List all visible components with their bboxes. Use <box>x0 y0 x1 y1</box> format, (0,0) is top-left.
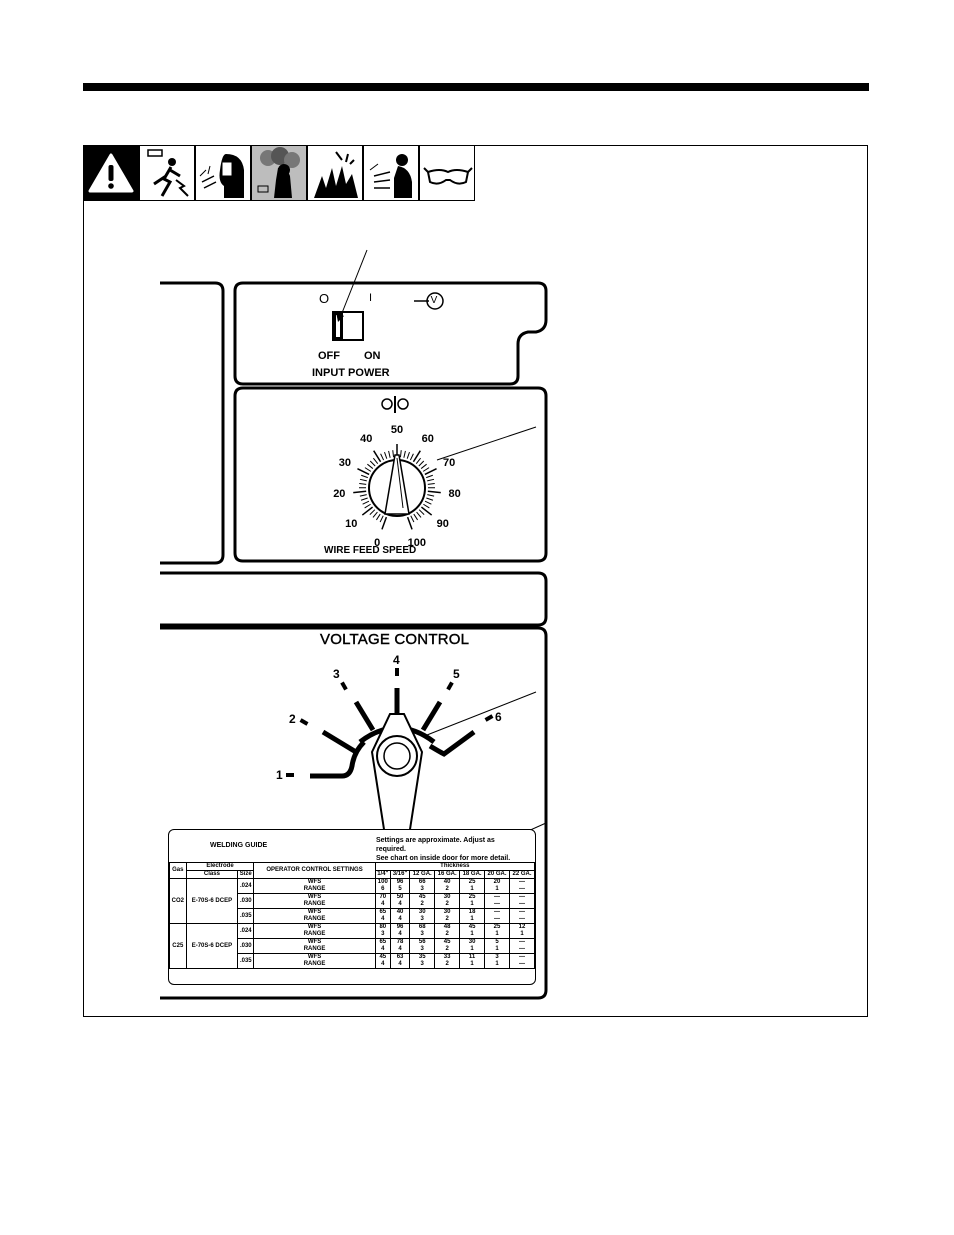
size-header: Size <box>238 871 254 879</box>
setting-cell <box>390 909 409 924</box>
welding-guide-note-line: Settings are approximate. Adjust as required. <box>376 837 495 853</box>
wire-feed-tick <box>417 512 421 517</box>
setting-cell <box>435 954 460 969</box>
range-value: 1 <box>470 931 474 937</box>
wire-feed-tick <box>370 510 375 515</box>
wfs-value: 80 <box>379 924 387 930</box>
setting-cell <box>375 939 390 954</box>
setting-cell <box>460 924 485 939</box>
wfs-value: 11 <box>468 954 476 960</box>
wire-feed-tick <box>428 484 435 485</box>
wfs-value: 40 <box>396 909 404 915</box>
wfs-value: — <box>494 894 501 900</box>
range-value: 2 <box>445 886 449 892</box>
range-label: RANGE <box>303 946 326 952</box>
size-cell: .024 <box>238 879 254 894</box>
wire-feed-tick <box>376 514 380 520</box>
wire-feed-tick <box>367 464 372 468</box>
range-value: 6 <box>381 886 385 892</box>
wfs-label: WFS <box>307 894 322 900</box>
wire-feed-tick <box>427 479 434 481</box>
wire-feed-tick <box>425 501 431 504</box>
welding-guide-note <box>376 836 526 863</box>
wfs-value: 30 <box>443 894 451 900</box>
range-value: 1 <box>495 931 499 937</box>
range-value: 2 <box>445 946 449 952</box>
size-cell: .035 <box>238 954 254 969</box>
wire-feed-tick <box>407 452 409 459</box>
wfs-value: 30 <box>468 939 476 945</box>
setting-cell <box>485 954 510 969</box>
gas-cell: C25 <box>170 924 187 969</box>
range-value: 2 <box>445 961 449 967</box>
setting-cell <box>485 939 510 954</box>
wire-feed-tick <box>359 484 366 485</box>
range-value: 3 <box>420 961 424 967</box>
range-value: 4 <box>381 946 385 952</box>
welding-guide-title: WELDING GUIDE <box>210 842 268 849</box>
wfs-value: 30 <box>418 909 426 915</box>
input-power-caption: INPUT POWER <box>312 367 390 379</box>
range-value: 3 <box>420 886 424 892</box>
range-value: — <box>518 886 525 892</box>
voltage-position-label: 2 <box>289 712 296 726</box>
setting-cell <box>410 909 435 924</box>
setting-label-cell <box>254 909 375 924</box>
wire-feed-tick <box>393 450 394 457</box>
wfs-value: 45 <box>468 924 476 930</box>
wire-feed-tick <box>353 491 366 492</box>
setting-cell <box>375 879 390 894</box>
gas-header: Gas <box>170 863 187 879</box>
setting-cell <box>410 939 435 954</box>
range-value: 1 <box>495 946 499 952</box>
wire-feed-tick <box>365 468 371 472</box>
wire-feed-tick <box>370 461 375 466</box>
wfs-value: — <box>518 894 525 900</box>
range-value: 4 <box>381 916 385 922</box>
wire-feed-tick <box>385 452 387 459</box>
wire-feed-scale-label: 30 <box>338 456 351 469</box>
wfs-label: WFS <box>307 924 322 930</box>
range-value: 3 <box>381 931 385 937</box>
wire-feed-tick <box>411 516 414 522</box>
setting-cell <box>509 924 534 939</box>
wire-feed-tick <box>416 458 420 463</box>
wfs-value: — <box>518 879 525 885</box>
wire-feed-tick <box>361 475 368 477</box>
wire-feed-tick <box>421 464 426 468</box>
setting-cell <box>375 894 390 909</box>
range-value: 4 <box>398 916 402 922</box>
wfs-value: 78 <box>396 939 404 945</box>
wire-feed-tick <box>404 451 406 458</box>
wfs-value: 25 <box>493 924 501 930</box>
setting-label-cell <box>254 879 375 894</box>
range-value: 1 <box>470 961 474 967</box>
thickness-col-header: 1/4" <box>377 871 389 877</box>
setting-cell <box>460 954 485 969</box>
wire-feed-tick <box>423 504 429 508</box>
size-cell: .024 <box>238 924 254 939</box>
wire-feed-tick <box>419 461 424 466</box>
wfs-value: — <box>518 954 525 960</box>
wfs-value: 66 <box>418 879 426 885</box>
setting-cell <box>410 879 435 894</box>
thickness-col-header: 16 GA. <box>435 871 460 879</box>
range-value: 5 <box>398 886 402 892</box>
wire-feed-tick <box>419 510 424 515</box>
thickness-col-header: 12 GA. <box>410 871 435 879</box>
range-value: — <box>518 901 525 907</box>
electrode-header: Electrode <box>186 863 254 871</box>
wfs-value: 45 <box>379 954 387 960</box>
wire-feed-tick <box>373 458 377 463</box>
wfs-value: 70 <box>379 894 387 900</box>
range-value: 2 <box>420 901 424 907</box>
wire-feed-scale-label: 10 <box>345 517 358 530</box>
class-header: Class <box>186 871 238 879</box>
range-value: 1 <box>520 931 524 937</box>
range-label: RANGE <box>303 901 326 907</box>
wire-feed-tick <box>389 451 391 458</box>
wire-feed-speed-caption: WIRE FEED SPEED <box>324 545 417 556</box>
setting-label-cell <box>254 939 375 954</box>
table-row <box>170 879 535 894</box>
off-label: OFF <box>318 350 340 362</box>
wfs-value: 63 <box>396 954 404 960</box>
setting-cell <box>375 924 390 939</box>
wfs-value: 96 <box>396 924 404 930</box>
range-value: 3 <box>420 946 424 952</box>
welding-guide-table <box>169 862 535 969</box>
wfs-label: WFS <box>307 879 322 885</box>
setting-cell <box>390 954 409 969</box>
wire-feed-tick <box>427 495 434 497</box>
wire-feed-tick <box>414 514 418 520</box>
wire-feed-scale-label: 80 <box>448 488 461 501</box>
wfs-value: 18 <box>468 909 476 915</box>
wire-feed-scale-label: 90 <box>436 517 449 530</box>
wire-feed-tick <box>382 517 386 529</box>
wfs-value: 25 <box>468 894 476 900</box>
wire-feed-tick <box>426 475 433 477</box>
thickness-header: Thickness <box>375 863 534 871</box>
wfs-value: 45 <box>418 894 426 900</box>
on-symbol: I <box>369 292 373 304</box>
wfs-value: 48 <box>443 924 451 930</box>
setting-cell <box>435 939 460 954</box>
range-value: 1 <box>470 886 474 892</box>
setting-cell <box>460 879 485 894</box>
setting-cell <box>509 894 534 909</box>
range-value: 2 <box>445 916 449 922</box>
wfs-label: WFS <box>307 909 322 915</box>
wire-feed-scale-label: 70 <box>443 456 456 469</box>
wire-feed-tick <box>360 479 367 481</box>
wire-feed-tick <box>410 454 413 460</box>
range-value: 2 <box>445 931 449 937</box>
range-value: 4 <box>398 961 402 967</box>
welding-guide-note-line: See chart on inside door for more detail. <box>376 855 511 862</box>
wfs-value: 50 <box>396 894 404 900</box>
wfs-value: 40 <box>443 879 451 885</box>
range-label: RANGE <box>303 961 326 967</box>
table-row <box>170 863 535 871</box>
wfs-value: 100 <box>377 879 388 885</box>
size-cell: .030 <box>238 894 254 909</box>
voltage-position-label: 5 <box>453 667 460 681</box>
wfs-value: 65 <box>379 909 387 915</box>
wfs-value: — <box>494 909 501 915</box>
wire-feed-tick <box>363 501 369 504</box>
setting-cell <box>460 894 485 909</box>
setting-cell <box>390 879 409 894</box>
range-label: RANGE <box>303 931 326 937</box>
range-value: 4 <box>398 931 402 937</box>
setting-cell <box>509 879 534 894</box>
wfs-value: 35 <box>418 954 426 960</box>
setting-cell <box>410 954 435 969</box>
operator-header: OPERATOR CONTROL SETTINGS <box>254 863 375 879</box>
on-label: ON <box>364 350 381 362</box>
range-value: 1 <box>495 961 499 967</box>
wire-feed-scale-label: 50 <box>390 424 404 436</box>
range-value: 4 <box>398 901 402 907</box>
wire-feed-tick <box>428 491 441 492</box>
wire-feed-tick <box>381 454 384 460</box>
setting-cell <box>509 939 534 954</box>
wfs-value: 68 <box>418 924 426 930</box>
setting-cell <box>410 924 435 939</box>
setting-cell <box>410 894 435 909</box>
range-value: 1 <box>470 901 474 907</box>
wfs-value: 20 <box>493 879 501 885</box>
wire-feed-tick <box>423 468 429 472</box>
setting-cell <box>485 879 510 894</box>
range-value: — <box>518 946 525 952</box>
wire-feed-scale-label: 60 <box>421 432 434 445</box>
off-symbol: O <box>319 291 330 306</box>
setting-cell <box>485 894 510 909</box>
wfs-label: WFS <box>307 954 322 960</box>
range-label: RANGE <box>303 916 326 922</box>
range-value: 1 <box>495 886 499 892</box>
range-value: 3 <box>420 931 424 937</box>
setting-label-cell <box>254 894 375 909</box>
wfs-value: 25 <box>468 879 476 885</box>
setting-cell <box>485 909 510 924</box>
setting-cell <box>435 909 460 924</box>
wfs-value: — <box>518 909 525 915</box>
voltage-position-label: 3 <box>333 667 340 681</box>
wfs-label: WFS <box>307 939 322 945</box>
range-value: 2 <box>445 901 449 907</box>
wire-feed-tick <box>408 517 412 529</box>
setting-cell <box>509 909 534 924</box>
wfs-value: — <box>518 939 525 945</box>
range-value: 1 <box>470 946 474 952</box>
setting-cell <box>460 909 485 924</box>
voltage-position-label: 1 <box>276 768 283 782</box>
setting-cell <box>509 954 534 969</box>
range-value: 1 <box>470 916 474 922</box>
range-value: 3 <box>420 916 424 922</box>
table-row <box>170 924 535 939</box>
range-value: — <box>518 961 525 967</box>
wire-feed-tick <box>380 516 383 522</box>
thickness-col-header: 18 GA. <box>460 871 485 879</box>
range-value: — <box>494 916 501 922</box>
wire-feed-tick <box>361 498 368 500</box>
range-value: 4 <box>381 961 385 967</box>
wfs-value: 65 <box>379 939 387 945</box>
thickness-col-header: 3/16" <box>390 871 409 879</box>
thickness-col-header: 22 GA. <box>509 871 534 879</box>
setting-cell <box>390 894 409 909</box>
setting-cell <box>435 924 460 939</box>
wfs-value: 45 <box>443 939 451 945</box>
wire-feed-tick <box>426 498 433 500</box>
voltage-position-label: 4 <box>393 653 400 667</box>
range-value: — <box>518 916 525 922</box>
setting-label-cell <box>254 954 375 969</box>
wire-feed-tick <box>360 495 367 497</box>
setting-cell <box>435 879 460 894</box>
setting-cell <box>375 954 390 969</box>
setting-cell <box>390 924 409 939</box>
wire-feed-scale-label: 0 <box>374 536 381 549</box>
voltage-control-caption: VOLTAGE CONTROL <box>320 631 470 648</box>
voltage-position-label: 6 <box>495 710 502 724</box>
size-cell: .030 <box>238 939 254 954</box>
wire-feed-tick <box>365 504 371 508</box>
range-value: 4 <box>381 901 385 907</box>
wfs-value: 12 <box>518 924 526 930</box>
setting-cell <box>390 939 409 954</box>
wfs-value: 5 <box>495 939 499 945</box>
thickness-col-header: 20 GA. <box>485 871 510 879</box>
wfs-value: 33 <box>443 954 451 960</box>
class-cell: E-70S-6 DCEP <box>186 924 238 969</box>
voltmeter-symbol: V <box>430 295 438 306</box>
gas-cell: CO2 <box>170 879 187 924</box>
class-cell: E-70S-6 DCEP <box>186 879 238 924</box>
wfs-value: 96 <box>396 879 404 885</box>
setting-label-cell <box>254 924 375 939</box>
wire-feed-tick <box>400 450 401 457</box>
wire-feed-scale-label: 100 <box>407 536 427 549</box>
setting-cell <box>375 909 390 924</box>
wire-feed-scale-label: 40 <box>360 432 373 445</box>
setting-cell <box>485 924 510 939</box>
wire-feed-tick <box>373 512 377 517</box>
setting-cell <box>435 894 460 909</box>
range-label: RANGE <box>303 886 326 892</box>
wire-feed-scale-label: 20 <box>333 488 346 501</box>
setting-cell <box>460 939 485 954</box>
size-cell: .035 <box>238 909 254 924</box>
range-value: 4 <box>398 946 402 952</box>
wfs-value: 3 <box>495 954 499 960</box>
wfs-value: 30 <box>443 909 451 915</box>
range-value: — <box>494 901 501 907</box>
wfs-value: 56 <box>418 939 426 945</box>
